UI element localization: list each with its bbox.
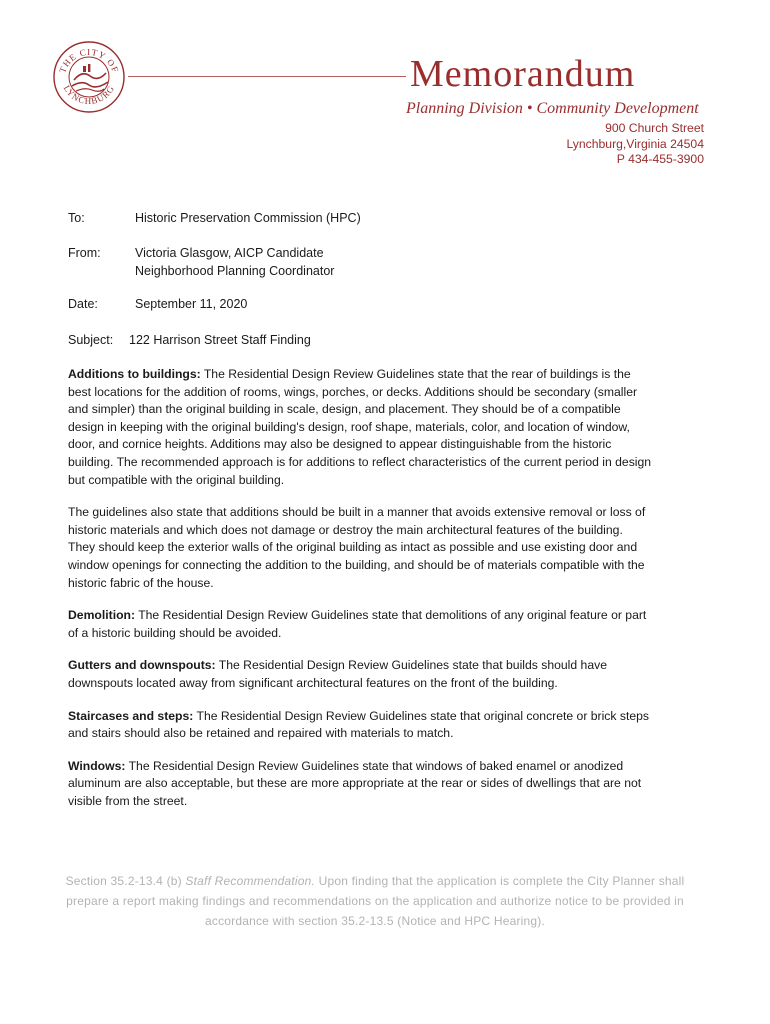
date-value: September 11, 2020 (135, 297, 248, 311)
code-reference-text: Upon finding that the application is complete the City Planner shall prepare a report making findings and recommendations on the application and authorize notice to be provided in accordance with section 35.2-13.5 (Notice and HPC Hearing). (66, 874, 685, 928)
additions-heading: Additions to buildings: (68, 367, 201, 381)
gutters-text: The Residential Design Review Guidelines state that builds should have downspouts located away from significant architectural features on the front of the building. (68, 658, 607, 690)
svg-text:LYNCHBURG: LYNCHBURG (61, 83, 117, 107)
memo-body (68, 366, 653, 825)
demolition-heading: Demolition: (68, 608, 136, 623)
svg-text:THE CITY OF: THE CITY OF (57, 46, 121, 75)
windows-text: The Residential Design Review Guidelines state that windows of baked enamel or anodized aluminum are also acceptable, but these are more appropriate at the rear or sides of dwellings that are not visible from the street. (68, 758, 642, 808)
address-street: 900 Church Street (605, 121, 704, 135)
section-reference: Section 35.2-13.4 (b) (65, 874, 182, 888)
address-city: Lynchburg,Virginia 24504 (566, 136, 704, 151)
code-reference-note (60, 871, 690, 931)
letterhead-rule (128, 76, 406, 77)
windows-paragraph (68, 758, 653, 811)
staff-recommendation-label: Staff Recommendation. (185, 874, 316, 888)
gutters-paragraph (68, 657, 653, 692)
demolition-text: The Residential Design Review Guidelines state that demolitions of any original feature or part of a historic building should be avoided. (68, 608, 647, 640)
guidelines-text: The guidelines also state that additions should be built in a manner that avoids extensive removal or loss of historic materials and which does not damage or destroy the main architectural features of the building. They should keep the exterior walls of the original building as intact as possible and use existing door and window openings for connecting the addition to the building, and should be of materials compatible with the historic fabric of the house. (68, 505, 646, 590)
from-name: Victoria Glasgow, AICP Candidate (135, 246, 324, 260)
subject-value: 122 Harrison Street Staff Finding (129, 333, 311, 347)
memo-title: Memorandum (410, 53, 636, 95)
windows-heading: Windows: (68, 758, 126, 773)
staircases-heading: Staircases and steps: (68, 708, 194, 723)
demolition-paragraph (68, 607, 653, 642)
additions-text: The Residential Design Review Guidelines state that the rear of buildings is the best locations for the addition of rooms, wings, porches, or decks. Additions should be secondary (smaller and simpler) than the original building in scale, design, and placement. They should be of a compatible design in keeping with the original building's design, roof shape, materials, color, and location of window, door, and cornice heights. Additions may also be designed to appear distinguishable from the historic building. The recommended approach is for additions to reflect characteristics of the current period in design but compatible with the original building. (68, 367, 652, 487)
staircases-text: The Residential Design Review Guidelines state that original concrete or brick steps and stairs should also be retained and repaired with materials to match. (68, 708, 650, 741)
from-label: From: (68, 246, 101, 260)
address-phone: P 434-455-3900 (616, 152, 704, 166)
staircases-paragraph (68, 708, 653, 743)
address-block (566, 121, 704, 168)
gutters-heading: Gutters and downspouts: (68, 658, 216, 673)
date-label: Date: (68, 297, 98, 311)
division-subtitle: Planning Division • Community Development (406, 100, 699, 117)
subject-label: Subject: (68, 333, 114, 347)
guidelines-paragraph (68, 504, 653, 592)
from-title: Neighborhood Planning Coordinator (135, 264, 335, 278)
to-label: To: (68, 211, 85, 225)
city-seal-logo (52, 40, 126, 114)
additions-paragraph (68, 366, 653, 489)
to-value: Historic Preservation Commission (HPC) (135, 211, 361, 225)
